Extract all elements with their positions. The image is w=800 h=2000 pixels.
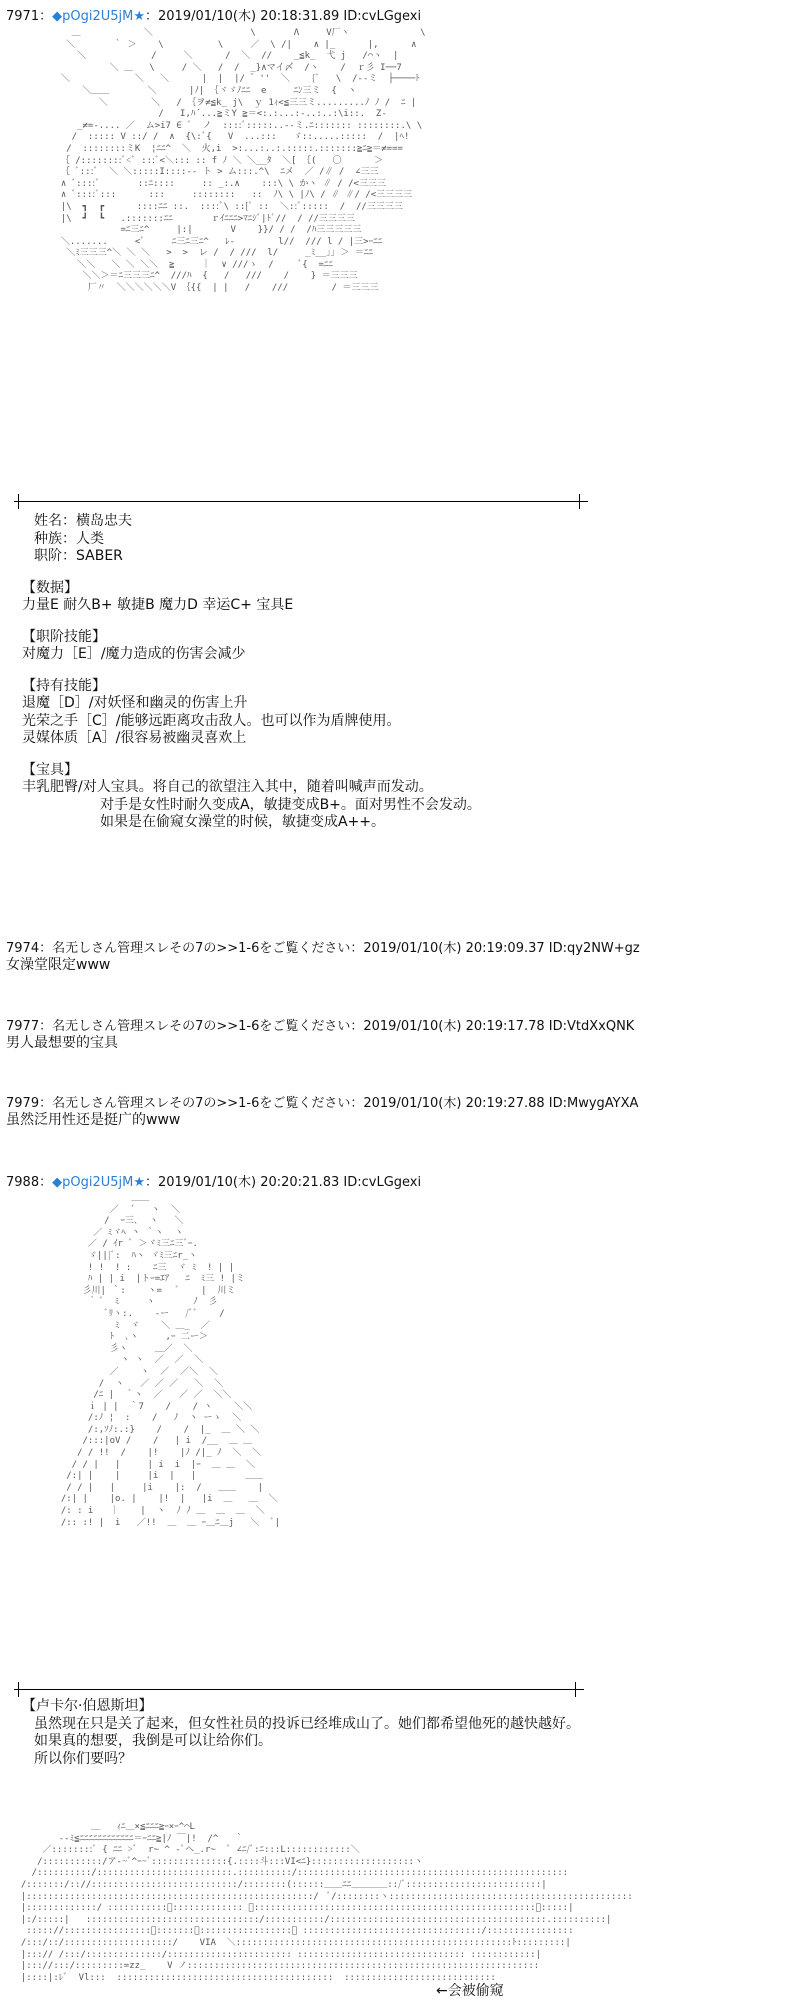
post-number: 7971 [6, 9, 40, 24]
separator-line [14, 1689, 584, 1690]
np-line: 丰乳肥臀/对人宝具。将自己的欲望注入其中，随着叫喊声而发动。 [22, 779, 433, 795]
speech-line: 虽然现在只是关了起来，但女性社员的投诉已经堆成山了。她们都希望他死的越快越好。 [34, 1715, 580, 1732]
ascii-art: ＿＿ ／ ´ ヽ ＼ / ｰ三､ ヽ ＼ ／ ﾐヾﾍ 丶 ｀ヽ ヽ ／ / ｲr ﾞ ＞ヾﾐ三ﾆ三ﾞｰ. ゞ|||ﾞ: ﾊヽ ヾﾐ三ﾆr_ヽ ! ! ! : ﾆ三 ヾ ﾐ ! | | ﾊ | | i |トｰ=ｴｱ ﾆ ﾐ三 ! |ミ 彡川| ｀: ヽ= ﾞ | 川ミ ｀ ﾞ ﾐ ヽ ﾉ 彡 ﾞﾘヽ:. ‐ー /ﾞﾞ / ﾐ ヾ ＼ ＿_ ／ ﾄ ､ヽ ,ｰ 二ー＞ 彡ヽ ＿／ ＼ ヽ ヽ ／ ／ ＼ ／ ヽ ／ ／＼ ＼ / ヽ ／ ／ ／ ＼ ＼ /ﾆ | ｀ヽ ／ ／ ／ ＼＼ ｉ | | ｀7 / / ヽ ＼＼ /:ﾉ ¦ : / ﾉ ヽ ーゝ ＼ /:,ｿﾉ:.:} / / |_ ＿ ＼ ＼ /:::|oV / / | i /__ ＿ ＿ / / !! / |! |ﾉ /|_ ﾉ ＼ ＼ / / | | | i i |ｰ ＿ ＿ ＼ /:| | | |i | | ＿＿ / / | | |i |: / ＿＿ | /:| | |o. | |! | |i ＿ ＿ ＼ /: : i ｜ | ヽ ﾉ ﾉ ＿ ＿ ＿ ＼ /:: :! | i ／!! ＿ ＿ ｰ＿ﾆ＿j ＼ ﾞ| [60, 1193, 281, 1528]
section-title: 【职阶技能】 [22, 628, 106, 645]
reply-header: 7974：名无しさん管理スレその7の>>1-6をご覧ください：2019/01/10(木) 20:19:09.37 ID:qy2NW+gz [6, 941, 640, 956]
character-name: 横岛忠夫 [76, 513, 132, 529]
character-sheet: 姓名：横岛忠夫 种族：人类 职阶：SABER 【数据】 力量E 耐久B+ 敏捷B 魔力D 幸运C+ 宝具E 【职阶技能】 对魔力［E］/魔力造成的伤害会减少 【持有技能】 退魔［D］/对妖怪和幽灵的伤害上升 光荣之手［C］/能够远距离攻击敌人。也可以作为盾牌使用。 灵媒体质［A］/很容易被幽灵喜欢上 【宝具】 丰乳肥臀/对人宝具。将自己的欲望注入其中，随着叫喊声而发动。 对手是女性时耐久变成A，敏捷变成B+。面对男性不会发动。 如果是在偷窥女澡堂的时候，敏捷变成A++。 [22, 513, 481, 830]
section-title: 【宝具】 [22, 761, 78, 778]
skill-line: 灵媒体质［A］/很容易被幽灵喜欢上 [22, 730, 247, 746]
ascii-art: ＿ ｨﾆ＿×≦ﾆﾆﾆ≧ｰ×ｰ^⌒L ‐-ﾐ≦ﾆﾆﾆﾆﾆﾆﾆﾆﾆﾆﾆﾆ＝ｰﾆﾆ≧|ﾉ ￣|! /^ ｀ ／::::::::ﾞ { ﾆﾆ >ﾞ r~ ^ ‐ﾞヘ_.r~ ﾞ ∠ﾆ/ﾞ:ﾆ:::L::::::::::::＼ /:::::::::::/ア‐~ﾞ^ｰ~ﾞ::::::::::::::{.::::斗:::VI<ﾆ}:::::::::::::::::::ヽ /::::::::::/:::::::::::::::::::::::::.::::::::::/:::::::::::::::::::::::::::::::::::::::::::::::::: /:::::::/:://:::::::::::::::::::::::::::/::::::::(::::::＿＿ﾆﾆ＿＿＿＿::/ﾞ:::::::::::::::::::::::::| |:::::::::::::::::::::::::::::::::::::::::::::::::::::/ ﾞ/::::::::ヽ::::::::::::::::::::::::::::::::::::::::::::: |:::::::::::::/ :::::::::::ﾞ::::::::::::: ﾞ::::::::::::::::::::::::::::::::::::::::::::::::::::ﾞ:::::| |:/:::::| ::::::::::::::::::::::::::::::::/:::::::::::/::::::::::::::::::::::::::::::::::::::::.::::::::::| ::::://::::::::::::::::ﾞ:::::::ﾞ:::::::::::::::::ﾞ :::::::::::::::::::::::::::::::::/:::::::::::::::: /:::/::/::::::::::::::::::::/ VIA ＼:::::::::::::::::::::::::::::::::::::::::::::::::::ﾄ:::::::::| |:::// /:::/::::::::::::::/::::::::::::::::::::::: ::::::::::::::::::::::::::::::: ::::::::::::| |::://:::/:::::::::=zz_ V ノ::::::::::::::::::::::::::::::::::::::::::::::::::::::::::::::::: |::::|:ﾚﾞ Vl::: :::::::::::::::::::::::::::::::::::::::: :::::::::::::::::::::::::::: [20, 1822, 633, 1983]
reply-header: 7979：名无しさん管理スレその7の>>1-6をご覧ください：2019/01/10(木) 20:19:27.88 ID:MwygAYXA [6, 1096, 639, 1111]
speaker-name: 【卢卡尔·伯恩斯坦】 [22, 1698, 153, 1714]
post-meta: ：2019/01/10(木) 20:20:21.83 ID:cvLGgexi [145, 1175, 422, 1190]
speech-line: 所以你们要吗？ [34, 1750, 132, 1767]
character-class: SABER [76, 548, 123, 564]
character-race: 人类 [76, 530, 104, 547]
reply-post [6, 1018, 634, 1052]
post-number: 7988 [6, 1175, 40, 1190]
reply-post [6, 940, 640, 974]
ascii-art: ＿ ＼ \ Λ V厂ヽ \ ＼ ｀ ＞ \ \ ／ \ /| ∧ |_ |, ∧ ＼ / ＼ / ＼ // _≦k_ 弋 j /⌒ヽ | ＼ ＿ \ / ＼ / / _}∧マイ〆 /ヽ / ｒ彡 Ι──7 ＼ ＼ ＼ | | |/ ゛'' ＼ {ﾞ \ /--ミ ├────ﾄ ＼＿＿ ＼ |ﾉ| ｛ヾゞﾉﾆﾆ e ﾆﾝ三ミ { ヽ ＼ ＼ / ｛ヲ≠≦k_ j\ ｙ 1ｨ<≦三三ミ.........ﾉ ﾉ / ﾆ | / I,ﾊ´...≧ミY ≧＝<:.:...:-..:..:\i::. Ζ- _≠=-.... ／ ム>i7 ∈ ﾞ ノ ::::ﾞ:::::..--ミ.ﾆ::::::: ::::::::.\ \ / ::::: V ::/ / ∧ {\:ﾞ{ V ...::: ゞ::.....::::: / |ﾍ! / ::::::::ミK ¦ﾆﾆ^ ＼ 火,i >:...:..:.:::::.:::::::≧ﾆ≧＝≠=== ｛ /::::::::ﾞ<ﾞ :::ﾞ<＼::: :: f ﾉ ＼ ＼__ﾀ ＼[ ｛( 〇 ＞ ｛ ﾞ:::ﾞ ＼ ＼:::::I::::-- ト > ム:::.^\ ﾆメ ／ /∥ / ∠三三 ∧ ﾞ::::ﾞ ::ﾆ:::: :: _:.∧ :::\ \ かヽ ∥ / /<三三三 ∧ ﾞ::::ﾞ::: ::: :::::::: :: ﾉ\ \ |ﾉ\ / ∥ ∥/ /<三三三三 |\ ┓ ┏ ::::ﾆﾆ ::. ::::ﾞ\ ::[ﾞ :: ＼::ﾞ::::: / //三三三三 |\ ┛ ┗ .:::::::ﾆﾆ ｒｲﾆﾆﾆ>ﾏﾆｼﾞ|ﾄﾞ// / //三三三三 =ﾆ三ﾆ^ |:| V }}/ / / /ﾊ三三三三三 ＼....... <ﾞ ﾆ三ﾆ三ﾆ^ ﾚ- l// /// l / |三>ｰﾆﾆ ＼ﾐ三三三^＼ ＼ ＼ > > レ / / /// l/ _ﾐ__｣｣ ＞ ＝ﾆﾆ ＼＼ ＼ ＼ ＼＼ ≧ ｜ ∨ ///ゝ / ﾞ{ =ﾆﾆ ＼＼＞＝ﾆ三三三ﾆ^ ///ﾊ { / /// / } ＝三三三 厂〃 ＼＼＼＼＼＼V ｛{{ | | / /// / ＝三三三 [60, 28, 426, 294]
np-line: 对手是女性时耐久变成A，敏捷变成B+。面对男性不会发动。 [100, 796, 481, 813]
np-line: 如果是在偷窥女澡堂的时候，敏捷变成A++。 [100, 814, 386, 830]
class-skill: 对魔力［E］/魔力造成的伤害会减少 [22, 646, 246, 662]
stats-line: 力量E 耐久B+ 敏捷B 魔力D 幸运C+ 宝具E [22, 597, 294, 613]
reply-body: 女澡堂限定www [6, 957, 111, 973]
post-meta: ：2019/01/10(木) 20:18:31.89 ID:cvLGgexi [145, 9, 422, 24]
reply-post [6, 1095, 638, 1129]
skill-line: 光荣之手［C］/能够远距离攻击敌人。也可以作为盾牌使用。 [22, 712, 401, 729]
reply-body: 男人最想要的宝具 [6, 1035, 118, 1051]
section-title: 【持有技能】 [22, 677, 106, 694]
reply-body: 虽然泛用性还是挺广的www [6, 1112, 181, 1128]
separator-line [14, 501, 588, 502]
skill-line: 退魔［D］/对妖怪和幽灵的伤害上升 [22, 695, 248, 711]
tripcode[interactable]: ◆pOgi2U5jM★ [52, 9, 145, 24]
speech-block [22, 1698, 580, 1768]
post-header: 7988：◆pOgi2U5jM★：2019/01/10(木) 20:20:21.83 ID:cvLGgexi [6, 1175, 422, 1190]
reply-header: 7977：名无しさん管理スレその7の>>1-6をご覧ください：2019/01/10(木) 20:19:17.78 ID:VtdXxQNK [6, 1019, 635, 1034]
post-header: 7971：◆pOgi2U5jM★：2019/01/10(木) 20:18:31.89 ID:cvLGgexi [6, 9, 422, 24]
tripcode[interactable]: ◆pOgi2U5jM★ [52, 1175, 145, 1190]
speech-line: 如果真的想要，我倒是可以让给你们。 [34, 1733, 272, 1749]
annotation-label: ←会被偷窥 [436, 1983, 504, 1999]
section-title: 【数据】 [22, 579, 78, 596]
